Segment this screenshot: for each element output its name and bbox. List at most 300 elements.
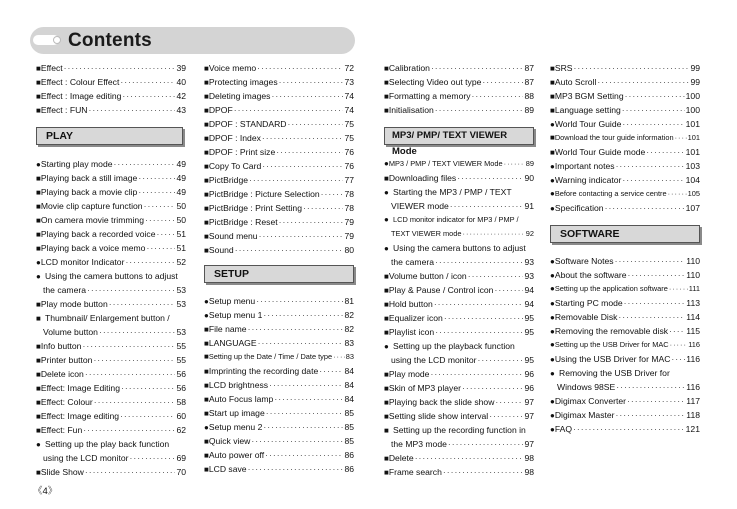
round-bullet-icon: ● xyxy=(550,355,555,364)
toc-entry-page: 103 xyxy=(685,161,700,171)
toc-entry-page: 100 xyxy=(685,105,700,115)
section-heading-mp3: MP3/ PMP/ TEXT VIEWER Mode xyxy=(384,127,534,145)
toc-entry xyxy=(204,187,354,201)
toc-entry-page: 111 xyxy=(688,284,700,293)
leader-dots xyxy=(444,311,524,325)
leader-dots xyxy=(468,269,524,283)
toc-entry-page: 51 xyxy=(176,229,186,239)
square-bullet-icon: ■ xyxy=(550,106,555,115)
square-bullet-icon: ■ xyxy=(204,148,209,157)
toc-entry-page: 62 xyxy=(176,425,186,435)
toc-entry-page: 79 xyxy=(344,217,354,227)
toc-entry-title: PictBridge : Reset xyxy=(208,217,278,227)
toc-entry-page: 77 xyxy=(344,175,354,185)
square-bullet-icon: ■ xyxy=(204,246,209,255)
toc-entry-page: 85 xyxy=(344,422,354,432)
toc-entry xyxy=(204,201,354,215)
toc-entry xyxy=(550,282,700,296)
toc-entry xyxy=(204,159,354,173)
toc-entry-title: Removing the USB Driver for xyxy=(559,368,670,378)
toc-entry xyxy=(36,297,186,311)
leader-dots xyxy=(271,89,343,103)
round-bullet-icon: ● xyxy=(550,120,555,129)
toc-entry-title: LANGUAGE xyxy=(208,338,257,348)
toc-entry-page: 113 xyxy=(686,298,700,308)
toc-entry-title: Skin of MP3 player xyxy=(388,383,461,393)
toc-entry-page: 110 xyxy=(686,270,700,280)
square-bullet-icon: ■ xyxy=(384,426,389,435)
toc-entry-page: 87 xyxy=(524,63,534,73)
toc-entry-page: 60 xyxy=(176,411,186,421)
toc-entry-title: Initialisation xyxy=(388,105,434,115)
toc-entry xyxy=(36,185,186,199)
toc-entry-page: 52 xyxy=(176,257,186,267)
toc-entry xyxy=(204,448,354,462)
toc-entry xyxy=(384,171,534,185)
toc-entry xyxy=(36,465,186,479)
toc-entry-title: Copy To Card xyxy=(208,161,262,171)
toc-entry-page: 99 xyxy=(690,77,700,87)
toc-entry xyxy=(204,243,354,257)
toc-entry-page: 94 xyxy=(524,285,534,295)
toc-entry-title: Volume button xyxy=(43,327,98,337)
leader-dots xyxy=(495,395,523,409)
toc-entry-page: 101 xyxy=(685,147,700,157)
round-bullet-icon: ● xyxy=(550,411,555,420)
square-bullet-icon: ■ xyxy=(36,370,41,379)
leader-dots xyxy=(99,325,175,339)
square-bullet-icon: ■ xyxy=(36,384,41,393)
toc-entry-title: Download the tour guide information xyxy=(554,133,674,142)
square-bullet-icon: ■ xyxy=(36,106,41,115)
toc-entry xyxy=(204,61,354,75)
toc-entry xyxy=(36,437,186,451)
toc-entry xyxy=(204,420,354,434)
leader-dots xyxy=(88,103,175,117)
leader-dots xyxy=(472,89,524,103)
square-bullet-icon: ■ xyxy=(36,398,41,407)
square-bullet-icon: ■ xyxy=(204,162,209,171)
round-bullet-icon: ● xyxy=(550,397,555,406)
toc-entry xyxy=(384,103,534,117)
toc-entry-page: 84 xyxy=(344,366,354,376)
toc-entry xyxy=(550,352,700,366)
toc-entry-page: 98 xyxy=(524,467,534,477)
section-heading-software: SOFTWARE xyxy=(550,225,700,243)
toc-entry xyxy=(550,324,700,338)
round-bullet-icon: ● xyxy=(550,369,555,378)
toc-entry xyxy=(204,406,354,420)
toc-entry-page: 94 xyxy=(524,299,534,309)
leader-dots xyxy=(85,367,176,381)
leader-dots xyxy=(435,255,523,269)
leader-dots xyxy=(122,89,175,103)
square-bullet-icon: ■ xyxy=(36,174,41,183)
square-bullet-icon: ■ xyxy=(36,314,41,323)
leader-dots xyxy=(279,215,344,229)
toc-entry xyxy=(36,339,186,353)
toc-entry-title: Digimax Converter xyxy=(554,396,627,406)
toc-entry-page: 97 xyxy=(524,439,534,449)
toc-entry-title: Setting up the Date / Time / Date type xyxy=(208,352,333,361)
square-bullet-icon: ■ xyxy=(204,64,209,73)
toc-entry-title: Removable Disk xyxy=(554,312,618,322)
toc-entry-page: 82 xyxy=(344,310,354,320)
toc-entry xyxy=(36,89,186,103)
toc-entry-title: Starting the MP3 / PMP / TEXT xyxy=(393,187,512,197)
leader-dots xyxy=(82,339,175,353)
toc-entry-page: 115 xyxy=(686,326,700,336)
leader-dots xyxy=(249,173,343,187)
toc-entry xyxy=(384,325,534,339)
leader-dots xyxy=(114,157,176,171)
toc-entry xyxy=(204,89,354,103)
toc-entry xyxy=(204,322,354,336)
toc-entry xyxy=(36,353,186,367)
square-bullet-icon: ■ xyxy=(204,352,209,361)
square-bullet-icon: ■ xyxy=(384,92,389,101)
square-bullet-icon: ■ xyxy=(204,325,209,334)
toc-entry-page: 98 xyxy=(524,453,534,463)
toc-entry-page: 51 xyxy=(176,243,186,253)
leader-dots xyxy=(624,296,686,310)
toc-entry-page: 84 xyxy=(344,394,354,404)
toc-entry xyxy=(384,269,534,283)
leader-dots xyxy=(235,243,344,257)
toc-entry-page: 79 xyxy=(344,231,354,241)
toc-entry xyxy=(36,409,186,423)
leader-dots xyxy=(262,131,344,145)
round-bullet-icon: ● xyxy=(550,271,555,280)
toc-entry-title: Frame search xyxy=(388,467,442,477)
toc-entry-title: Effect : FUN xyxy=(40,105,88,115)
toc-entry-page: 81 xyxy=(344,296,354,306)
toc-entry-page: 85 xyxy=(344,436,354,446)
toc-entry-page: 90 xyxy=(524,173,534,183)
toc-entry xyxy=(36,367,186,381)
leader-dots xyxy=(93,353,175,367)
leader-dots xyxy=(435,325,523,339)
toc-entry-page: 85 xyxy=(344,408,354,418)
leader-dots xyxy=(443,465,524,479)
leader-dots xyxy=(146,241,175,255)
leader-dots xyxy=(462,381,523,395)
square-bullet-icon: ■ xyxy=(384,78,389,87)
toc-entry xyxy=(36,269,186,283)
toc-entry-page: 110 xyxy=(686,256,700,266)
toc-entry-title: Sound menu xyxy=(208,231,258,241)
leader-dots xyxy=(668,187,687,201)
leader-dots xyxy=(482,75,523,89)
toc-entry-title: LCD brightness xyxy=(208,380,269,390)
toc-entry-title: Delete xyxy=(388,453,414,463)
toc-entry-page: 53 xyxy=(176,299,186,309)
square-bullet-icon: ■ xyxy=(384,174,389,183)
leader-dots xyxy=(489,409,523,423)
toc-entry-title: Using the USB Driver for MAC xyxy=(554,354,671,364)
leader-dots xyxy=(628,268,686,282)
toc-entry xyxy=(36,381,186,395)
square-bullet-icon: ■ xyxy=(384,454,389,463)
square-bullet-icon: ■ xyxy=(204,190,209,199)
toc-entry xyxy=(550,394,700,408)
toc-entry xyxy=(384,311,534,325)
leader-dots xyxy=(144,199,176,213)
toc-entry xyxy=(384,241,534,255)
toc-entry-page: 93 xyxy=(524,257,534,267)
toc-entry xyxy=(204,131,354,145)
toc-entry-title: Setting up the USB Driver for MAC xyxy=(554,340,669,349)
toc-entry-title: Playlist icon xyxy=(388,327,435,337)
toc-entry xyxy=(550,268,700,282)
toc-entry-title: Using the camera buttons to adjust xyxy=(393,243,526,253)
toc-entry-page: 73 xyxy=(344,77,354,87)
leader-dots xyxy=(504,157,525,171)
square-bullet-icon: ■ xyxy=(36,342,41,351)
toc-entry-page: 99 xyxy=(690,63,700,73)
toc-entry-title: using the LCD monitor xyxy=(43,453,129,463)
leader-dots xyxy=(478,353,524,367)
toc-entry-page: 70 xyxy=(176,467,186,477)
toc-entry-page: 69 xyxy=(176,453,186,463)
square-bullet-icon: ■ xyxy=(204,92,209,101)
leader-dots xyxy=(248,462,344,476)
toc-entry xyxy=(204,294,354,308)
square-bullet-icon: ■ xyxy=(36,426,41,435)
toc-entry-title: Effect : Image editing xyxy=(40,91,122,101)
toc-entry-title: Auto power off xyxy=(208,450,265,460)
toc-entry-page: 58 xyxy=(176,397,186,407)
square-bullet-icon: ■ xyxy=(384,64,389,73)
leader-dots xyxy=(263,308,343,322)
toc-entry-title: Play & Pause / Control icon xyxy=(388,285,494,295)
toc-entry-page: 75 xyxy=(344,119,354,129)
square-bullet-icon: ■ xyxy=(384,106,389,115)
toc-entry xyxy=(550,131,700,145)
toc-entry-page: 87 xyxy=(524,77,534,87)
leader-dots xyxy=(109,297,176,311)
square-bullet-icon: ■ xyxy=(204,437,209,446)
toc-entry-title: Effect xyxy=(40,63,63,73)
toc-entry-title: Setting up the application software xyxy=(554,284,668,293)
leader-dots xyxy=(597,75,689,89)
toc-entry xyxy=(550,187,700,201)
toc-entry xyxy=(36,171,186,185)
toc-entry-title: MP3 / PMP / TEXT VIEWER Mode xyxy=(388,159,503,168)
leader-dots xyxy=(625,89,685,103)
toc-entry-page: 74 xyxy=(344,105,354,115)
toc-entry-title: the camera xyxy=(43,285,86,295)
toc-entry xyxy=(384,423,534,437)
toc-entry-page: 50 xyxy=(176,201,186,211)
toc-entry-page: 53 xyxy=(176,327,186,337)
leader-dots xyxy=(138,171,175,185)
toc-entry xyxy=(550,380,700,394)
toc-entry-page: 95 xyxy=(524,327,534,337)
toc-entry xyxy=(384,353,534,367)
toc-entry-page: 89 xyxy=(524,105,534,115)
toc-entry-page: 42 xyxy=(176,91,186,101)
toc-entry-title: Setup menu 1 xyxy=(208,310,263,320)
toc-entry-page: 88 xyxy=(524,91,534,101)
toc-entry-page: 95 xyxy=(524,313,534,323)
leader-dots xyxy=(125,255,175,269)
toc-entry-page: 118 xyxy=(686,410,700,420)
toc-entry-page: 96 xyxy=(524,383,534,393)
square-bullet-icon: ■ xyxy=(36,356,41,365)
square-bullet-icon: ■ xyxy=(204,120,209,129)
leader-dots xyxy=(266,406,344,420)
toc-entry-title: Before contacting a service centre xyxy=(554,189,667,198)
toc-entry xyxy=(36,255,186,269)
toc-entry xyxy=(384,395,534,409)
square-bullet-icon: ■ xyxy=(36,188,41,197)
toc-entry-page: 121 xyxy=(685,424,700,434)
toc-entry xyxy=(204,378,354,392)
toc-entry xyxy=(384,75,534,89)
toc-entry-title: TEXT VIEWER mode xyxy=(391,229,462,238)
toc-entry-title: Playing back a recorded voice xyxy=(40,229,156,239)
toc-entry-title: Important notes xyxy=(554,161,615,171)
toc-entry xyxy=(204,103,354,117)
square-bullet-icon: ■ xyxy=(204,451,209,460)
toc-entry xyxy=(550,310,700,324)
toc-entry-title: Slide Show xyxy=(40,467,84,477)
toc-entry-page: 72 xyxy=(344,63,354,73)
square-bullet-icon: ■ xyxy=(36,92,41,101)
toc-entry xyxy=(550,103,700,117)
square-bullet-icon: ■ xyxy=(384,468,389,477)
toc-entry-page: 107 xyxy=(685,203,700,213)
square-bullet-icon: ■ xyxy=(204,232,209,241)
toc-entry xyxy=(384,213,534,227)
leader-dots xyxy=(279,75,344,89)
toc-entry-page: 53 xyxy=(176,285,186,295)
leader-dots xyxy=(494,283,523,297)
toc-entry xyxy=(550,75,700,89)
leader-dots xyxy=(303,201,343,215)
toc-entry-title: PictBridge xyxy=(208,175,249,185)
round-bullet-icon: ● xyxy=(36,258,41,267)
toc-entry-title: Setting up the playback function xyxy=(393,341,515,351)
leader-dots xyxy=(121,381,175,395)
toc-entry xyxy=(36,157,186,171)
toc-entry-title: World Tour Guide xyxy=(554,119,622,129)
toc-entry xyxy=(384,437,534,451)
toc-entry-page: 82 xyxy=(344,324,354,334)
leader-dots xyxy=(671,352,685,366)
section-heading-setup: SETUP xyxy=(204,265,354,283)
toc-entry xyxy=(204,229,354,243)
leader-dots xyxy=(120,409,175,423)
toc-entry-title: Formatting a memory xyxy=(388,91,471,101)
toc-entry-page: 95 xyxy=(524,355,534,365)
toc-entry-page: 89 xyxy=(525,159,534,168)
leader-dots xyxy=(646,145,684,159)
square-bullet-icon: ■ xyxy=(384,328,389,337)
toc-entry-title: Starting play mode xyxy=(40,159,113,169)
leader-dots xyxy=(434,297,524,311)
toc-entry-title: Effect: Fun xyxy=(40,425,83,435)
toc-entry-title: Deleting images xyxy=(208,91,271,101)
toc-entry-page: 74 xyxy=(344,91,354,101)
round-bullet-icon: ● xyxy=(550,299,555,308)
toc-entry-page: 55 xyxy=(176,341,186,351)
toc-entry xyxy=(36,227,186,241)
square-bullet-icon: ■ xyxy=(204,106,209,115)
toc-entry-page: 116 xyxy=(686,382,700,392)
leader-dots xyxy=(574,61,690,75)
toc-entry-page: 76 xyxy=(344,161,354,171)
toc-entry xyxy=(204,215,354,229)
toc-entry xyxy=(384,451,534,465)
toc-entry xyxy=(36,283,186,297)
square-bullet-icon: ■ xyxy=(550,92,555,101)
toc-entry xyxy=(384,297,534,311)
toc-entry-page: 49 xyxy=(176,159,186,169)
square-bullet-icon: ■ xyxy=(384,272,389,281)
toc-entry-title: Equalizer icon xyxy=(388,313,443,323)
toc-entry-page: 78 xyxy=(344,189,354,199)
square-bullet-icon: ■ xyxy=(550,78,555,87)
leader-dots xyxy=(622,103,685,117)
square-bullet-icon: ■ xyxy=(36,412,41,421)
toc-entry xyxy=(550,145,700,159)
toc-entry-page: 43 xyxy=(176,105,186,115)
toc-entry xyxy=(550,254,700,268)
leader-dots xyxy=(248,322,344,336)
toc-entry-page: 50 xyxy=(176,215,186,225)
toc-entry-page: 91 xyxy=(524,201,534,211)
toc-entry-page: 83 xyxy=(344,338,354,348)
toc-entry-title: the camera xyxy=(391,257,434,267)
toc-entry xyxy=(384,199,534,213)
toc-entry xyxy=(36,103,186,117)
toc-entry-title: Downloading files xyxy=(388,173,457,183)
square-bullet-icon: ■ xyxy=(384,370,389,379)
round-bullet-icon: ● xyxy=(384,215,389,224)
round-bullet-icon: ● xyxy=(550,176,555,185)
toc-entry-title: Selecting Video out type xyxy=(388,77,482,87)
toc-entry xyxy=(36,395,186,409)
toc-entry-title: Effect: Colour xyxy=(40,397,93,407)
toc-entry-title: Setting up the play back function xyxy=(45,439,170,449)
toc-entry-title: Starting PC mode xyxy=(554,298,623,308)
square-bullet-icon: ■ xyxy=(36,78,41,87)
toc-entry xyxy=(550,366,700,380)
leader-dots xyxy=(605,201,685,215)
toc-entry-title: File name xyxy=(208,324,247,334)
square-bullet-icon: ■ xyxy=(204,367,209,376)
toc-entry xyxy=(384,283,534,297)
toc-entry xyxy=(204,145,354,159)
toc-entry xyxy=(384,339,534,353)
page-title: Contents xyxy=(68,30,152,51)
leader-dots xyxy=(669,282,688,296)
square-bullet-icon: ■ xyxy=(36,300,41,309)
toc-entry-title: LCD monitor Indicator xyxy=(40,257,125,267)
square-bullet-icon: ■ xyxy=(204,339,209,348)
toc-entry-title: DPOF : Print size xyxy=(208,147,276,157)
leader-dots xyxy=(669,324,685,338)
leader-dots xyxy=(616,159,685,173)
toc-entry-title: Effect : Colour Effect xyxy=(40,77,120,87)
toc-entry-page: 55 xyxy=(176,355,186,365)
square-bullet-icon: ■ xyxy=(204,465,209,474)
toc-entry xyxy=(384,409,534,423)
toc-entry xyxy=(384,61,534,75)
toc-entry-title: Info button xyxy=(40,341,82,351)
